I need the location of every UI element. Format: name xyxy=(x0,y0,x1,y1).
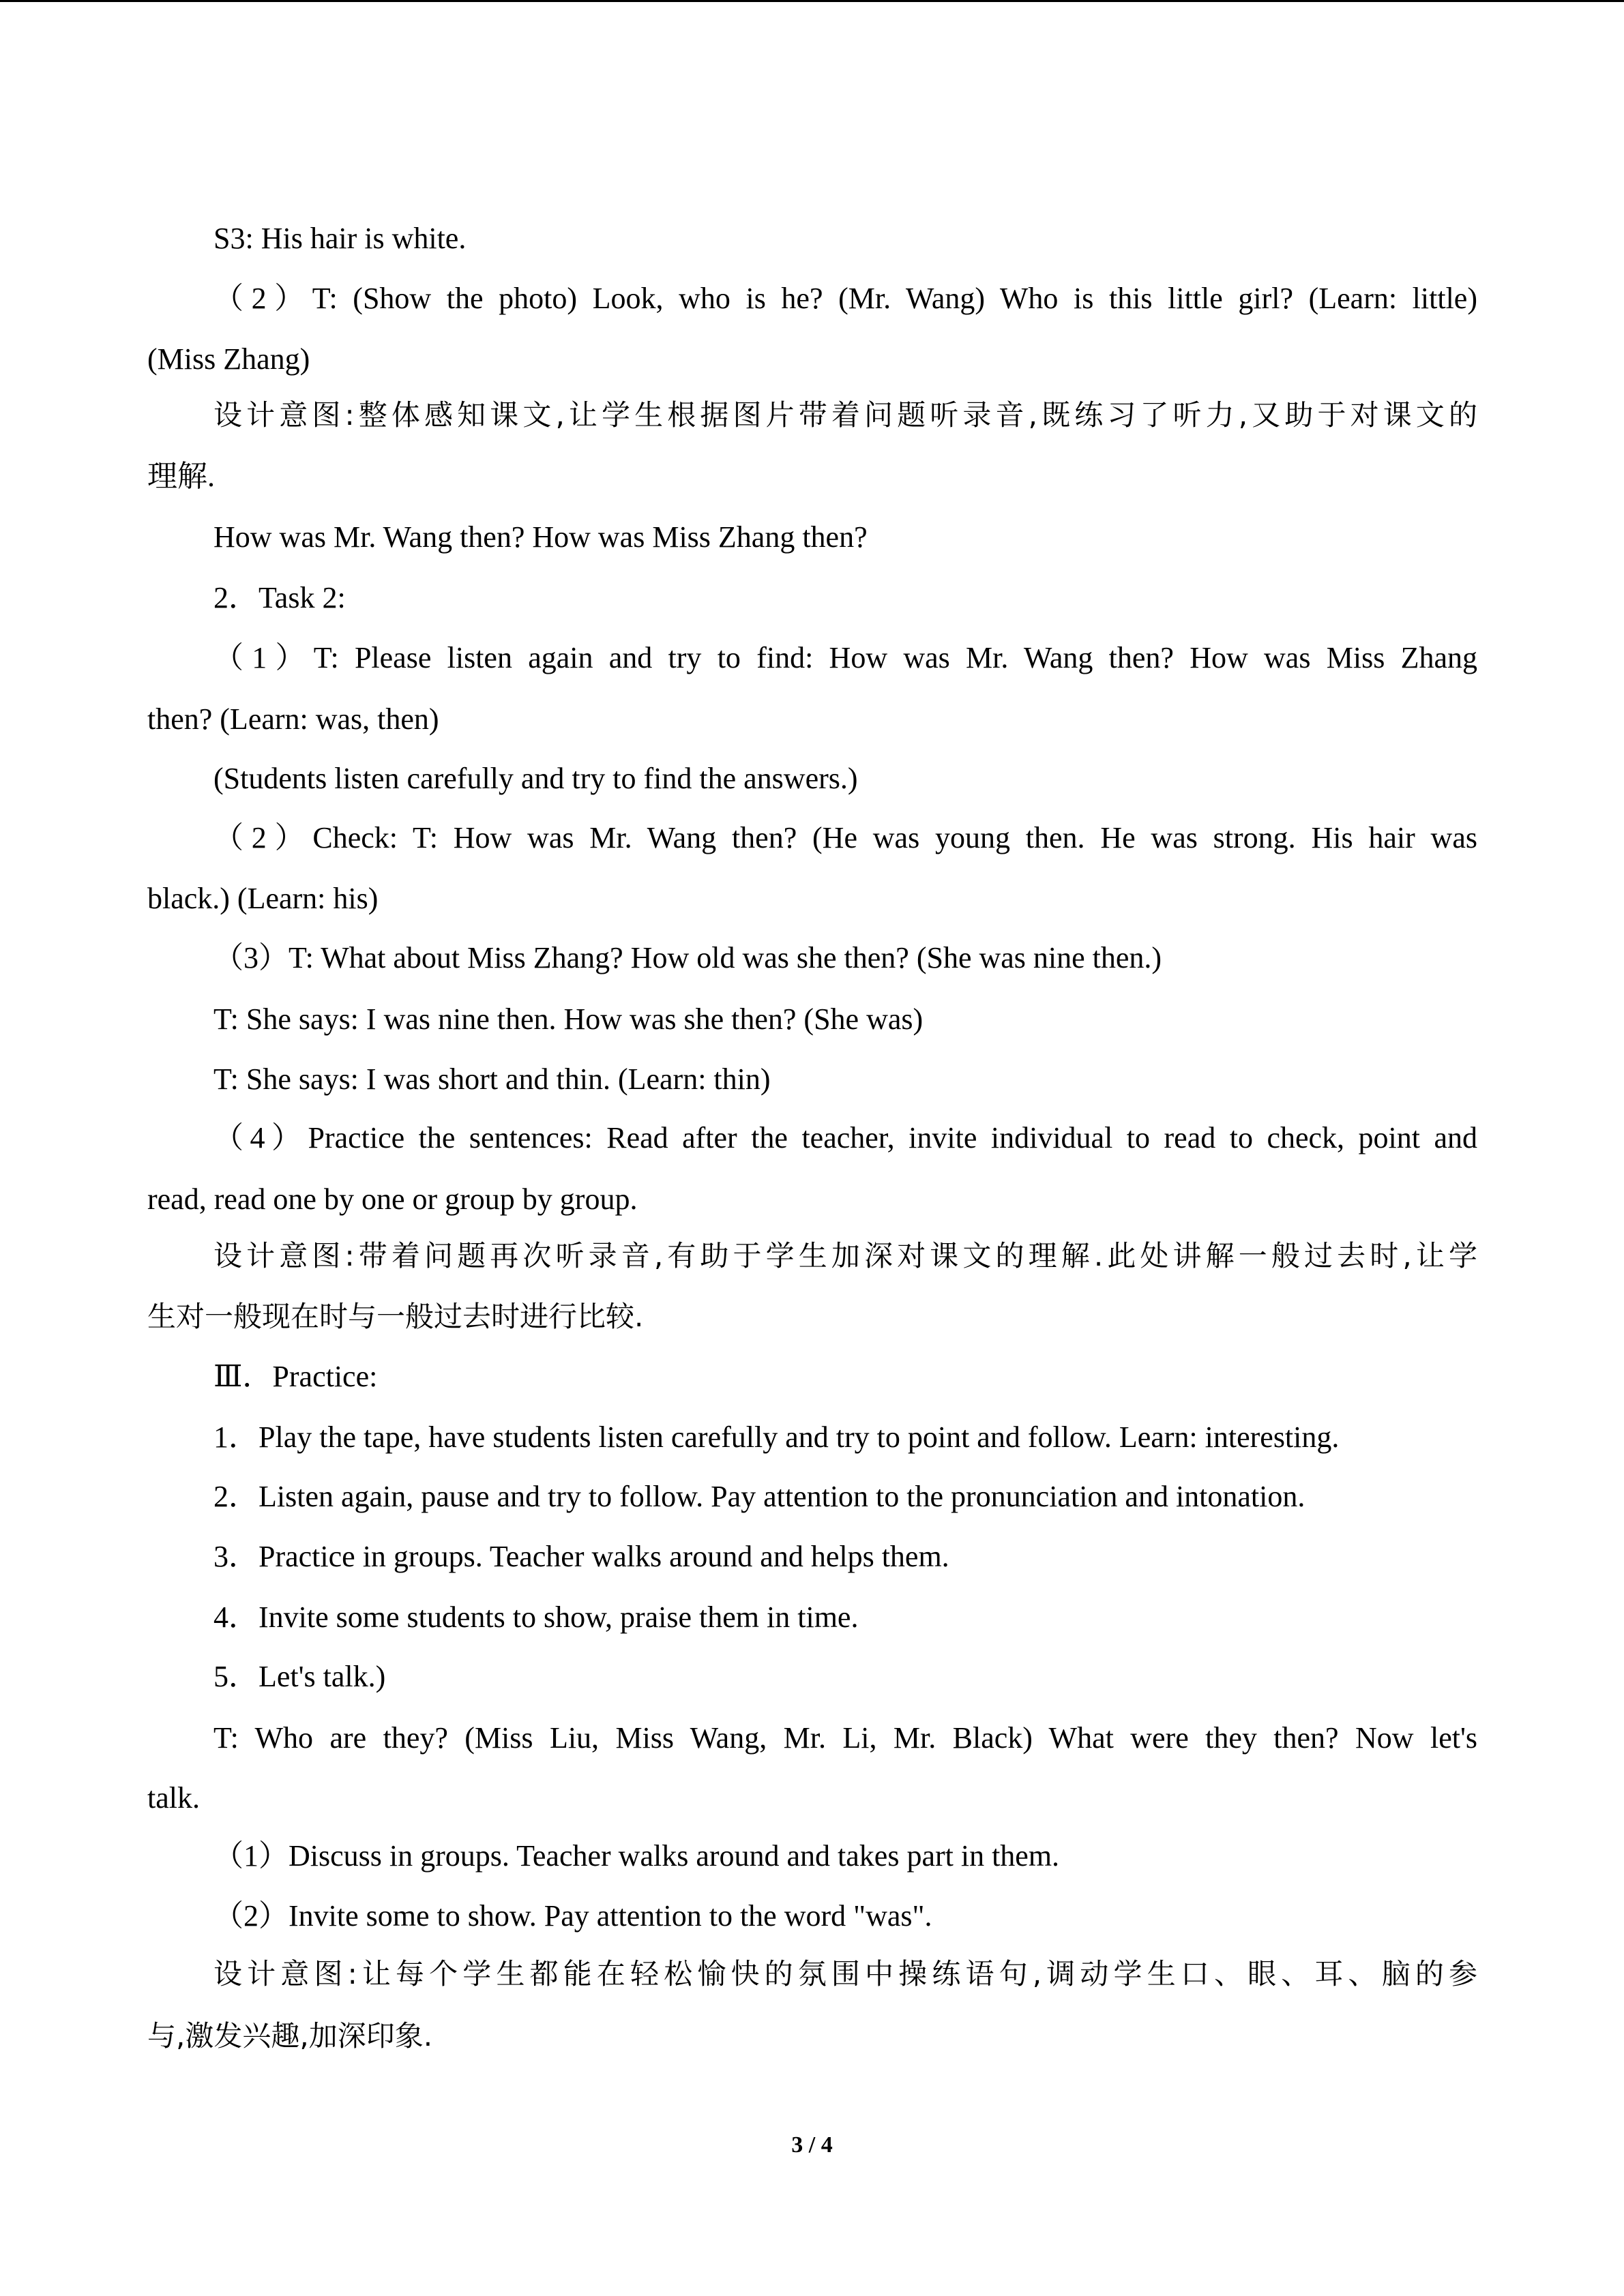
text-line: （4）Practice the sentences: Read after the teacher, invite individual to read to check, point and xyxy=(213,1121,1477,1154)
text-line: 设计意图:带着问题再次听录音,有助于学生加深对课文的理解.此处讲解一般过去时,让学 xyxy=(213,1239,1477,1272)
text-line: （1）T: Please listen again and try to find: How was Mr. Wang then? How was Miss Zhang xyxy=(213,641,1477,674)
text-line: （2）T: (Show the photo) Look, who is he? (Mr. Wang) Who is this little girl? (Learn: little) xyxy=(213,282,1477,315)
text-line: （2）Check: T: How was Mr. Wang then? (He was young then. He was strong. His hair was xyxy=(213,821,1477,854)
text-line: （3）T: What about Miss Zhang? How old was she then? (She was nine then.) xyxy=(213,941,1162,974)
text-line: 2．Task 2: xyxy=(213,581,346,614)
text-line: How was Mr. Wang then? How was Miss Zhang then? xyxy=(213,520,868,554)
text-line: 2．Listen again, pause and try to follow. Pay attention to the pronunciation and intonation. xyxy=(213,1480,1305,1513)
document-page xyxy=(147,0,1477,2296)
text-line: 1．Play the tape, have students listen carefully and try to point and follow. Learn: interesting. xyxy=(213,1420,1340,1454)
text-line: read, read one by one or group by group. xyxy=(147,1182,638,1216)
text-line: （1）Discuss in groups. Teacher walks around and takes part in them. xyxy=(213,1839,1060,1873)
page-number: 3 / 4 xyxy=(791,2132,833,2158)
text-line: (Students listen carefully and try to find the answers.) xyxy=(213,762,858,795)
text-line: 3．Practice in groups. Teacher walks around and helps them. xyxy=(213,1540,949,1573)
text-line: then? (Learn: was, then) xyxy=(147,702,439,736)
text-line: 设计意图:整体感知课文,让学生根据图片带着问题听录音,既练习了听力,又助于对课文的 xyxy=(213,398,1477,432)
text-line: 理解. xyxy=(147,460,215,493)
text-line: (Miss Zhang) xyxy=(147,342,310,376)
text-line: black.) (Learn: his) xyxy=(147,882,379,915)
text-line: 5．Let's talk.) xyxy=(213,1660,386,1693)
text-line: talk. xyxy=(147,1781,200,1815)
text-line: 设计意图:让每个学生都能在轻松愉快的氛围中操练语句,调动学生口、眼、耳、脑的参 xyxy=(213,1957,1477,1991)
text-line: T: Who are they? (Miss Liu, Miss Wang, Mr. Li, Mr. Black) What were they then? Now let's xyxy=(213,1721,1477,1755)
text-line: 与,激发兴趣,加深印象. xyxy=(147,2019,433,2053)
text-line: 生对一般现在时与一般过去时进行比较. xyxy=(147,1300,644,1333)
text-line: T: She says: I was short and thin. (Learn: thin) xyxy=(213,1062,771,1096)
text-line: Ⅲ．Practice: xyxy=(213,1360,378,1393)
text-line: （2）Invite some to show. Pay attention to the word "was". xyxy=(213,1899,932,1933)
text-line: T: She says: I was nine then. How was she then? (She was) xyxy=(213,1002,924,1036)
text-line: S3: His hair is white. xyxy=(213,222,467,255)
text-line: 4．Invite some students to show, praise them in time. xyxy=(213,1600,859,1634)
